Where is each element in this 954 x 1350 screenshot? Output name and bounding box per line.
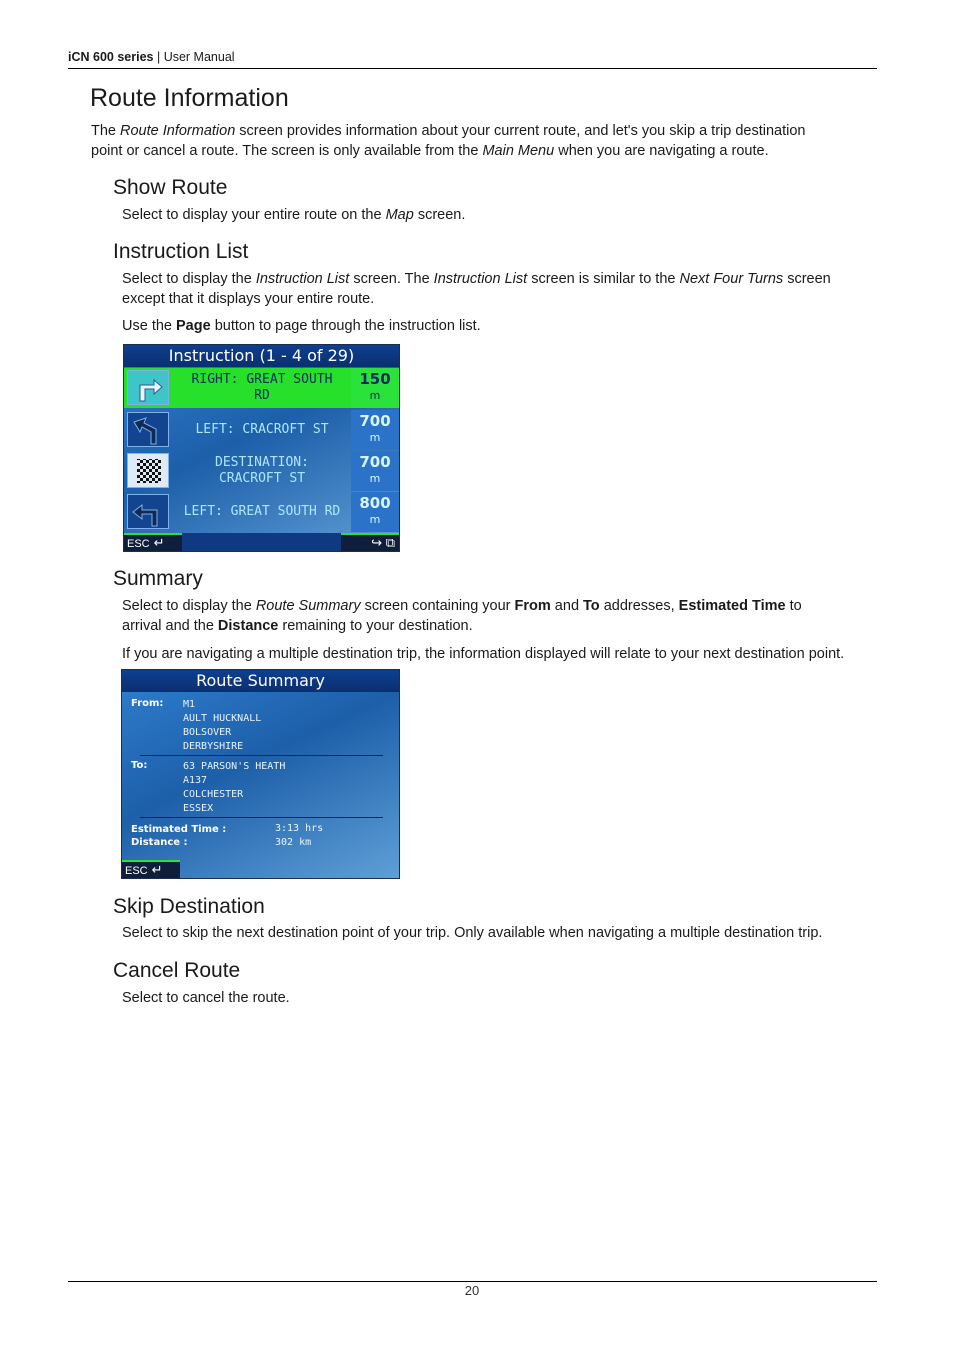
turn-left-icon: [127, 494, 169, 529]
instruction-text: DESTINATION: CRACROFT ST: [215, 455, 309, 486]
skip-destination-heading: Skip Destination: [113, 895, 265, 918]
instruction-distance: 700 m: [351, 410, 399, 450]
from-label: From:: [131, 698, 164, 709]
instruction-distance: 800 m: [351, 492, 399, 532]
summary-screen-title: Route Summary: [122, 670, 399, 692]
route-summary-screen: [121, 669, 400, 879]
instruction-distance: 150 m: [351, 368, 399, 408]
estimated-time-value: 3:13 hrs: [275, 823, 324, 834]
page-button-text: Use the Page button to page through the instruction list.: [122, 318, 481, 334]
summary-multi-text: If you are navigating a multiple destination trip, the information displayed will relate to your next destination point.: [122, 646, 845, 662]
from-address: M1 AULT HUCKNALL BOLSOVER DERBYSHIRE: [183, 699, 262, 752]
cancel-route-text: Select to cancel the route.: [122, 990, 290, 1006]
cancel-route-heading: Cancel Route: [113, 959, 241, 982]
summary-heading: Summary: [113, 567, 203, 590]
page-button[interactable]: [341, 533, 399, 551]
intro-paragraph: The Route Information screen provides information about your current route, and let's you skip a trip destination point or cancel a route. The screen is only available from the Main Menu when you are navigating a route.: [91, 123, 806, 159]
instruction-list-heading: Instruction List: [113, 240, 249, 263]
summary-text: Select to display the Route Summary screen containing your From and To addresses, Estimated Time to arrival and the Distance remaining to your destination.: [122, 598, 802, 634]
next-arrow-icon: ↪: [371, 535, 383, 550]
instruction-row[interactable]: [124, 492, 399, 532]
esc-button[interactable]: ESC ↵: [124, 533, 182, 551]
header-doc: User Manual: [163, 50, 235, 64]
distance-value: 302 km: [275, 837, 312, 848]
instruction-distance: 700 m: [351, 451, 399, 491]
turn-left-icon: [127, 412, 169, 447]
page-icon: ⧉: [385, 535, 395, 550]
show-route-text: Select to display your entire route on the Map screen.: [122, 207, 466, 223]
instruction-list-text: Select to display the Instruction List screen. The Instruction List screen is similar to the Next Four Turns screen except that it displays your entire route.: [122, 271, 831, 307]
header-rule: [68, 68, 877, 69]
instruction-row[interactable]: [124, 410, 399, 450]
instruction-row[interactable]: [124, 451, 399, 491]
header-separator: |: [153, 50, 164, 64]
instruction-list-screen: [123, 344, 400, 552]
page-title: Route Information: [90, 84, 289, 112]
instruction-screen-title: Instruction (1 - 4 of 29): [124, 345, 399, 367]
to-address: 63 PARSON'S HEATH A137 COLCHESTER ESSEX: [183, 761, 286, 814]
distance-label: Distance :: [131, 837, 188, 848]
to-label: To:: [131, 760, 148, 771]
divider: [140, 755, 383, 756]
instruction-text: RIGHT: GREAT SOUTH RD: [191, 372, 333, 403]
skip-destination-text: Select to skip the next destination point of your trip. Only available when navigating a multiple destination trip.: [122, 925, 823, 941]
checkered-flag-icon: [127, 453, 169, 488]
footer-rule: [68, 1281, 877, 1282]
return-arrow-icon: ↵: [153, 535, 165, 550]
estimated-time-label: Estimated Time :: [131, 824, 227, 835]
esc-button[interactable]: ESC ↵: [122, 860, 180, 878]
header-product: iCN 600 series: [68, 50, 154, 64]
instruction-row[interactable]: [124, 368, 399, 408]
return-arrow-icon: ↵: [151, 862, 163, 877]
page-number: 20: [464, 1283, 480, 1298]
divider: [140, 817, 383, 818]
running-header: [68, 50, 877, 64]
instruction-text: LEFT: CRACROFT ST: [195, 422, 329, 437]
show-route-heading: Show Route: [113, 176, 228, 199]
turn-right-icon: [127, 370, 169, 405]
instruction-text: LEFT: GREAT SOUTH RD: [183, 504, 341, 519]
